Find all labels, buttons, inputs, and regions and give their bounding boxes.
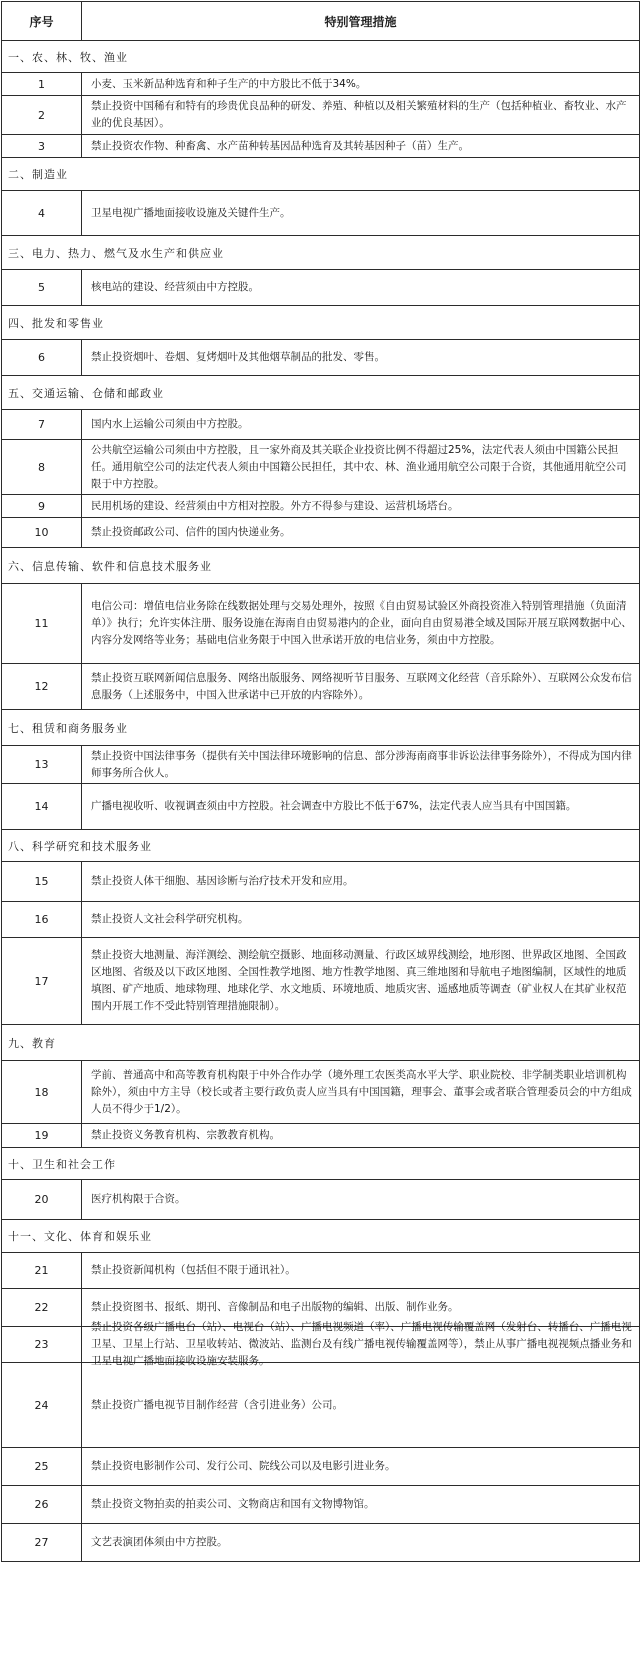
row-number: 25 bbox=[2, 1448, 82, 1485]
row-number: 7 bbox=[2, 410, 82, 439]
table-row bbox=[2, 938, 639, 1025]
header-serial-number: 序号 bbox=[2, 2, 82, 40]
row-measure-cell bbox=[82, 746, 639, 783]
row-measure-text: 电信公司：增值电信业务除在线数据处理与交易处理外，按照《自由贸易试验区外商投资准入特别管理措施（负面清单）》执行；允许实体注册、服务设施在海南自由贸易港内的企业，面向自由贸易港全域及国际开展互联网数据中心、内容分发网络等业务；基础电信业务限于中国入世承诺开放的电信业务，须由中方控股。 bbox=[91, 600, 632, 646]
row-measure-cell bbox=[82, 1363, 639, 1447]
section-header: 八、科学研究和技术服务业 bbox=[2, 830, 639, 862]
row-number: 22 bbox=[2, 1289, 82, 1326]
row-measure-text: 民用机场的建设、经营须由中方相对控股。外方不得参与建设、运营机场塔台。 bbox=[91, 499, 459, 512]
row-measure-cell bbox=[82, 862, 639, 901]
table-row bbox=[2, 1448, 639, 1486]
row-measure-cell bbox=[82, 340, 639, 375]
row-measure-text: 学前、普通高中和高等教育机构限于中外合作办学（境外理工农医类高水平大学、职业院校、非学制类职业培训机构除外），须由中方主导（校长或者主要行政负责人应当具有中国国籍，理事会、董事会或者联合管理委员会的中方组成人员不得少于1/2）。 bbox=[91, 1068, 632, 1115]
row-measure-cell bbox=[82, 440, 639, 494]
row-number: 14 bbox=[2, 784, 82, 829]
table-row bbox=[2, 1180, 639, 1220]
table-row bbox=[2, 1363, 639, 1448]
section-header: 十一、文化、体育和娱乐业 bbox=[2, 1220, 639, 1253]
row-number: 15 bbox=[2, 862, 82, 901]
row-measure-cell bbox=[82, 902, 639, 937]
table-header bbox=[2, 2, 639, 41]
section-header: 五、交通运输、仓储和邮政业 bbox=[2, 376, 639, 410]
table-row bbox=[2, 746, 639, 784]
table-row bbox=[2, 902, 639, 938]
row-number: 2 bbox=[2, 96, 82, 134]
row-measure-text: 禁止投资义务教育机构、宗教教育机构。 bbox=[91, 1129, 280, 1141]
table-row bbox=[2, 664, 639, 710]
row-number: 10 bbox=[2, 518, 82, 547]
row-measure-cell bbox=[82, 135, 639, 157]
row-measure-text: 禁止投资烟叶、卷烟、复烤烟叶及其他烟草制品的批发、零售。 bbox=[91, 351, 385, 363]
table-row bbox=[2, 1124, 639, 1148]
row-measure-cell bbox=[82, 73, 639, 95]
row-number: 8 bbox=[2, 440, 82, 494]
table-row bbox=[2, 410, 639, 440]
row-measure-cell bbox=[82, 938, 639, 1024]
row-measure-text: 禁止投资人体干细胞、基因诊断与治疗技术开发和应用。 bbox=[91, 875, 354, 887]
table-row bbox=[2, 191, 639, 236]
table-row bbox=[2, 1061, 639, 1124]
row-measure-cell bbox=[82, 410, 639, 439]
row-number: 6 bbox=[2, 340, 82, 375]
row-number: 19 bbox=[2, 1124, 82, 1147]
row-measure-text: 文艺表演团体须由中方控股。 bbox=[91, 1536, 228, 1548]
row-number: 20 bbox=[2, 1180, 82, 1219]
row-number: 5 bbox=[2, 270, 82, 305]
row-number: 4 bbox=[2, 191, 82, 235]
table-row bbox=[2, 862, 639, 902]
table-row bbox=[2, 270, 639, 306]
row-measure-cell bbox=[82, 1448, 639, 1485]
table-row bbox=[2, 784, 639, 830]
row-measure-text: 禁止投资互联网新闻信息服务、网络出版服务、网络视听节目服务、互联网文化经营（音乐除外）、互联网公众发布信息服务（上述服务中，中国入世承诺中已开放的内容除外）。 bbox=[91, 671, 632, 701]
row-measure-cell bbox=[82, 1321, 639, 1367]
row-number: 9 bbox=[2, 495, 82, 517]
row-measure-text: 禁止投资邮政公司、信件的国内快递业务。 bbox=[91, 526, 291, 538]
row-measure-text: 禁止投资新闻机构（包括但不限于通讯社）。 bbox=[91, 1264, 296, 1276]
row-measure-text: 小麦、玉米新品种选育和种子生产的中方股比不低于34%。 bbox=[91, 77, 367, 90]
row-number: 16 bbox=[2, 902, 82, 937]
row-measure-text: 禁止投资电影制作公司、发行公司、院线公司以及电影引进业务。 bbox=[91, 1460, 396, 1472]
row-measure-text: 禁止投资中国稀有和特有的珍贵优良品种的研发、养殖、种植以及相关繁殖材料的生产（包括种植业、畜牧业、水产业的优良基因）。 bbox=[91, 100, 627, 129]
row-measure-text: 禁止投资农作物、种畜禽、水产苗种转基因品种选育及其转基因种子（苗）生产。 bbox=[91, 139, 469, 152]
table-row bbox=[2, 340, 639, 376]
row-measure-cell bbox=[82, 784, 639, 829]
table-body bbox=[2, 41, 639, 1562]
table-row bbox=[2, 584, 639, 664]
section-header: 九、教育 bbox=[2, 1025, 639, 1061]
row-measure-text: 禁止投资文物拍卖的拍卖公司、文物商店和国有文物博物馆。 bbox=[91, 1498, 375, 1510]
row-number: 12 bbox=[2, 664, 82, 709]
section-header: 六、信息传输、软件和信息技术服务业 bbox=[2, 548, 639, 584]
table-row bbox=[2, 73, 639, 96]
row-measure-cell bbox=[82, 191, 639, 235]
row-measure-text: 禁止投资大地测量、海洋测绘、测绘航空摄影、地面移动测量、行政区域界线测绘，地形图、世界政区地图、全国政区地图、省级及以下政区地图、全国性教学地图、地方性教学地图、真三维地图和导航电子地图编制，区域性的地质填图、矿产地质、地球物理、地球化学、水文地质、环境地质、地质灾害、遥感地质等调查（矿业权人在其矿业权范围内开展工作不受此特别管理措施限制）。 bbox=[91, 949, 627, 1012]
row-measure-text: 医疗机构限于合资。 bbox=[91, 1193, 186, 1205]
row-measure-cell bbox=[82, 1061, 639, 1123]
table-row bbox=[2, 495, 639, 518]
row-measure-cell bbox=[82, 664, 639, 709]
section-header: 一、农、林、牧、渔业 bbox=[2, 41, 639, 73]
row-measure-text: 禁止投资图书、报纸、期刊、音像制品和电子出版物的编辑、出版、制作业务。 bbox=[91, 1301, 459, 1313]
section-header: 三、电力、热力、燃气及水生产和供应业 bbox=[2, 236, 639, 270]
table-row bbox=[2, 135, 639, 158]
row-number: 26 bbox=[2, 1486, 82, 1523]
row-number: 3 bbox=[2, 135, 82, 157]
row-number: 18 bbox=[2, 1061, 82, 1123]
row-measure-cell bbox=[82, 584, 639, 663]
row-measure-cell bbox=[82, 1180, 639, 1219]
table-row bbox=[2, 1486, 639, 1524]
row-measure-text: 卫星电视广播地面接收设施及关键件生产。 bbox=[91, 206, 291, 219]
section-header: 七、租赁和商务服务业 bbox=[2, 710, 639, 746]
row-measure-cell bbox=[82, 1486, 639, 1523]
row-number: 17 bbox=[2, 938, 82, 1024]
row-measure-text: 核电站的建设、经营须由中方控股。 bbox=[91, 281, 259, 293]
table-row bbox=[2, 1524, 639, 1562]
negative-list-table bbox=[1, 1, 640, 1562]
row-measure-cell bbox=[82, 96, 639, 134]
row-measure-text: 国内水上运输公司须由中方控股。 bbox=[91, 418, 249, 430]
row-measure-text: 禁止投资人文社会科学研究机构。 bbox=[91, 913, 249, 925]
row-measure-cell bbox=[82, 1253, 639, 1288]
row-number: 13 bbox=[2, 746, 82, 783]
row-measure-cell bbox=[82, 1124, 639, 1147]
row-measure-text: 禁止投资中国法律事务（提供有关中国法律环境影响的信息、部分涉海南商事非诉讼法律事务除外），不得成为国内律师事务所合伙人。 bbox=[91, 749, 632, 779]
section-header: 二、制造业 bbox=[2, 158, 639, 191]
row-measure-cell bbox=[82, 518, 639, 547]
table-row bbox=[2, 440, 639, 495]
table-row bbox=[2, 518, 639, 548]
row-number: 11 bbox=[2, 584, 82, 663]
row-measure-text: 禁止投资各级广播电台（站）、电视台（站）、广播电视频道（率）、广播电视传输覆盖网（发射台、转播台、广播电视卫星、卫星上行站、卫星收转站、微波站、监测台及有线广播电视传输覆盖网等），禁止从事广播电视视频点播业务和卫星电视广播地面接收设施安装服务。 bbox=[91, 1321, 632, 1367]
row-number: 21 bbox=[2, 1253, 82, 1288]
header-special-measures: 特别管理措施 bbox=[324, 14, 397, 29]
table-row bbox=[2, 1321, 639, 1367]
row-measure-cell bbox=[82, 1524, 639, 1561]
row-number: 24 bbox=[2, 1363, 82, 1447]
row-number: 1 bbox=[2, 73, 82, 95]
section-header: 十、卫生和社会工作 bbox=[2, 1148, 639, 1180]
row-measure-cell bbox=[82, 495, 639, 517]
row-measure-text: 广播电视收听、收视调查须由中方控股。社会调查中方股比不低于67%，法定代表人应当具有中国国籍。 bbox=[91, 800, 577, 812]
section-header: 四、批发和零售业 bbox=[2, 306, 639, 340]
row-measure-text: 禁止投资广播电视节目制作经营（含引进业务）公司。 bbox=[91, 1398, 343, 1411]
row-measure-cell bbox=[82, 270, 639, 305]
row-number: 27 bbox=[2, 1524, 82, 1561]
table-row bbox=[2, 96, 639, 135]
row-number: 23 bbox=[2, 1327, 82, 1362]
table-row bbox=[2, 1253, 639, 1289]
row-measure-text: 公共航空运输公司须由中方控股，且一家外商及其关联企业投资比例不得超过25%，法定代表人须由中国籍公民担任。通用航空公司的法定代表人须由中国籍公民担任，其中农、林、渔业通用航空公司限于合资，其他通用航空公司限于中方控股。 bbox=[91, 443, 627, 490]
